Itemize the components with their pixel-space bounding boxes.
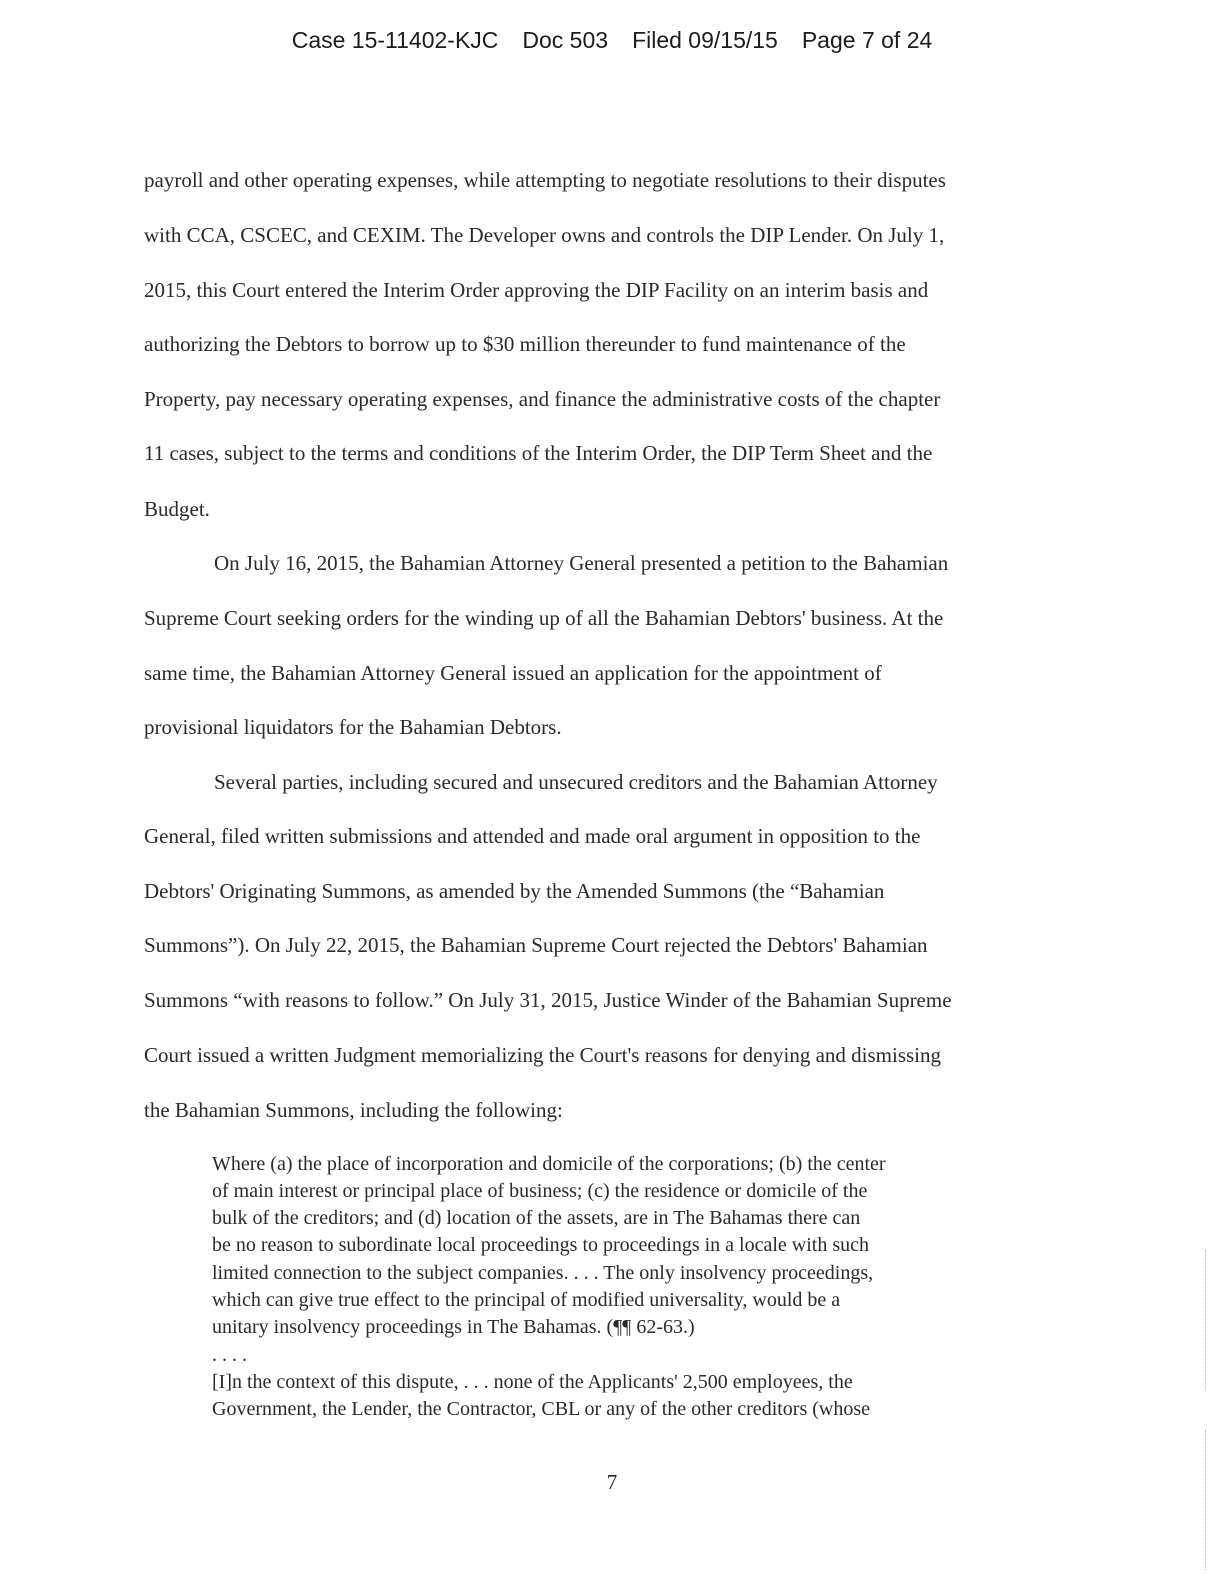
quote-line: Where (a) the place of incorporation and domicile of the corporations; (b) the center [212, 1153, 886, 1175]
paragraph-start-line: Several parties, including secured and unsecured creditors and the Bahamian Attorney [214, 770, 938, 794]
body-line: Supreme Court seeking orders for the winding up of all the Bahamian Debtors' business. At the [144, 606, 944, 630]
body-line: Court issued a written Judgment memorializing the Court's reasons for denying and dismissing [144, 1043, 942, 1067]
quote-line: which can give true effect to the principal of modified universality, would be a [212, 1289, 841, 1311]
quote-line: of main interest or principal place of business; (c) the residence or domicile of the [212, 1180, 868, 1202]
quote-line: [I]n the context of this dispute, . . . none of the Applicants' 2,500 employees, the [212, 1371, 853, 1393]
body-line: General, filed written submissions and attended and made oral argument in opposition to the [144, 824, 921, 848]
quote-ellipsis: . . . . [212, 1344, 247, 1366]
body-line: Summons”). On July 22, 2015, the Bahamian Supreme Court rejected the Debtors' Bahamian [144, 933, 928, 957]
quote-line: Government, the Lender, the Contractor, CBL or any of the other creditors (whose [212, 1398, 871, 1420]
scan-edge-mark [1205, 1430, 1207, 1570]
quote-line: be no reason to subordinate local proceedings to proceedings in a locale with such [212, 1234, 870, 1256]
body-line: Debtors' Originating Summons, as amended by the Amended Summons (the “Bahamian [144, 879, 885, 903]
quote-line: limited connection to the subject companies. . . . The only insolvency proceedings, [212, 1262, 874, 1284]
body-line: Summons “with reasons to follow.” On July 31, 2015, Justice Winder of the Bahamian Supreme [144, 988, 952, 1012]
body-line: Budget. [144, 497, 210, 521]
body-line: provisional liquidators for the Bahamian Debtors. [144, 715, 562, 739]
case-header [0, 27, 1224, 54]
body-line: payroll and other operating expenses, while attempting to negotiate resolutions to their disputes [144, 168, 946, 192]
scan-edge-mark [1205, 1250, 1207, 1390]
body-line: with CCA, CSCEC, and CEXIM. The Developer owns and controls the DIP Lender. On July 1, [144, 223, 945, 247]
body-line: Property, pay necessary operating expenses, and finance the administrative costs of the chapter [144, 387, 941, 411]
body-line: the Bahamian Summons, including the following: [144, 1098, 563, 1122]
page-count: Page 7 of 24 [801, 27, 933, 53]
quote-line: bulk of the creditors; and (d) location of the assets, are in The Bahamas there can [212, 1207, 861, 1229]
body-line: 2015, this Court entered the Interim Order approving the DIP Facility on an interim basis and [144, 278, 929, 302]
page-number: 7 [606, 1470, 618, 1494]
body-line: 11 cases, subject to the terms and conditions of the Interim Order, the DIP Term Sheet and the [144, 441, 933, 465]
filed-date: Filed 09/15/15 [632, 27, 778, 53]
doc-number: Doc 503 [522, 27, 609, 53]
body-line: authorizing the Debtors to borrow up to $30 million thereunder to fund maintenance of the [144, 332, 906, 356]
case-number: Case 15-11402-KJC [291, 27, 499, 53]
body-line: same time, the Bahamian Attorney General issued an application for the appointment of [144, 661, 882, 685]
paragraph-start-line: On July 16, 2015, the Bahamian Attorney General presented a petition to the Bahamian [214, 551, 949, 575]
quote-line: unitary insolvency proceedings in The Bahamas. (¶¶ 62-63.) [212, 1316, 695, 1338]
